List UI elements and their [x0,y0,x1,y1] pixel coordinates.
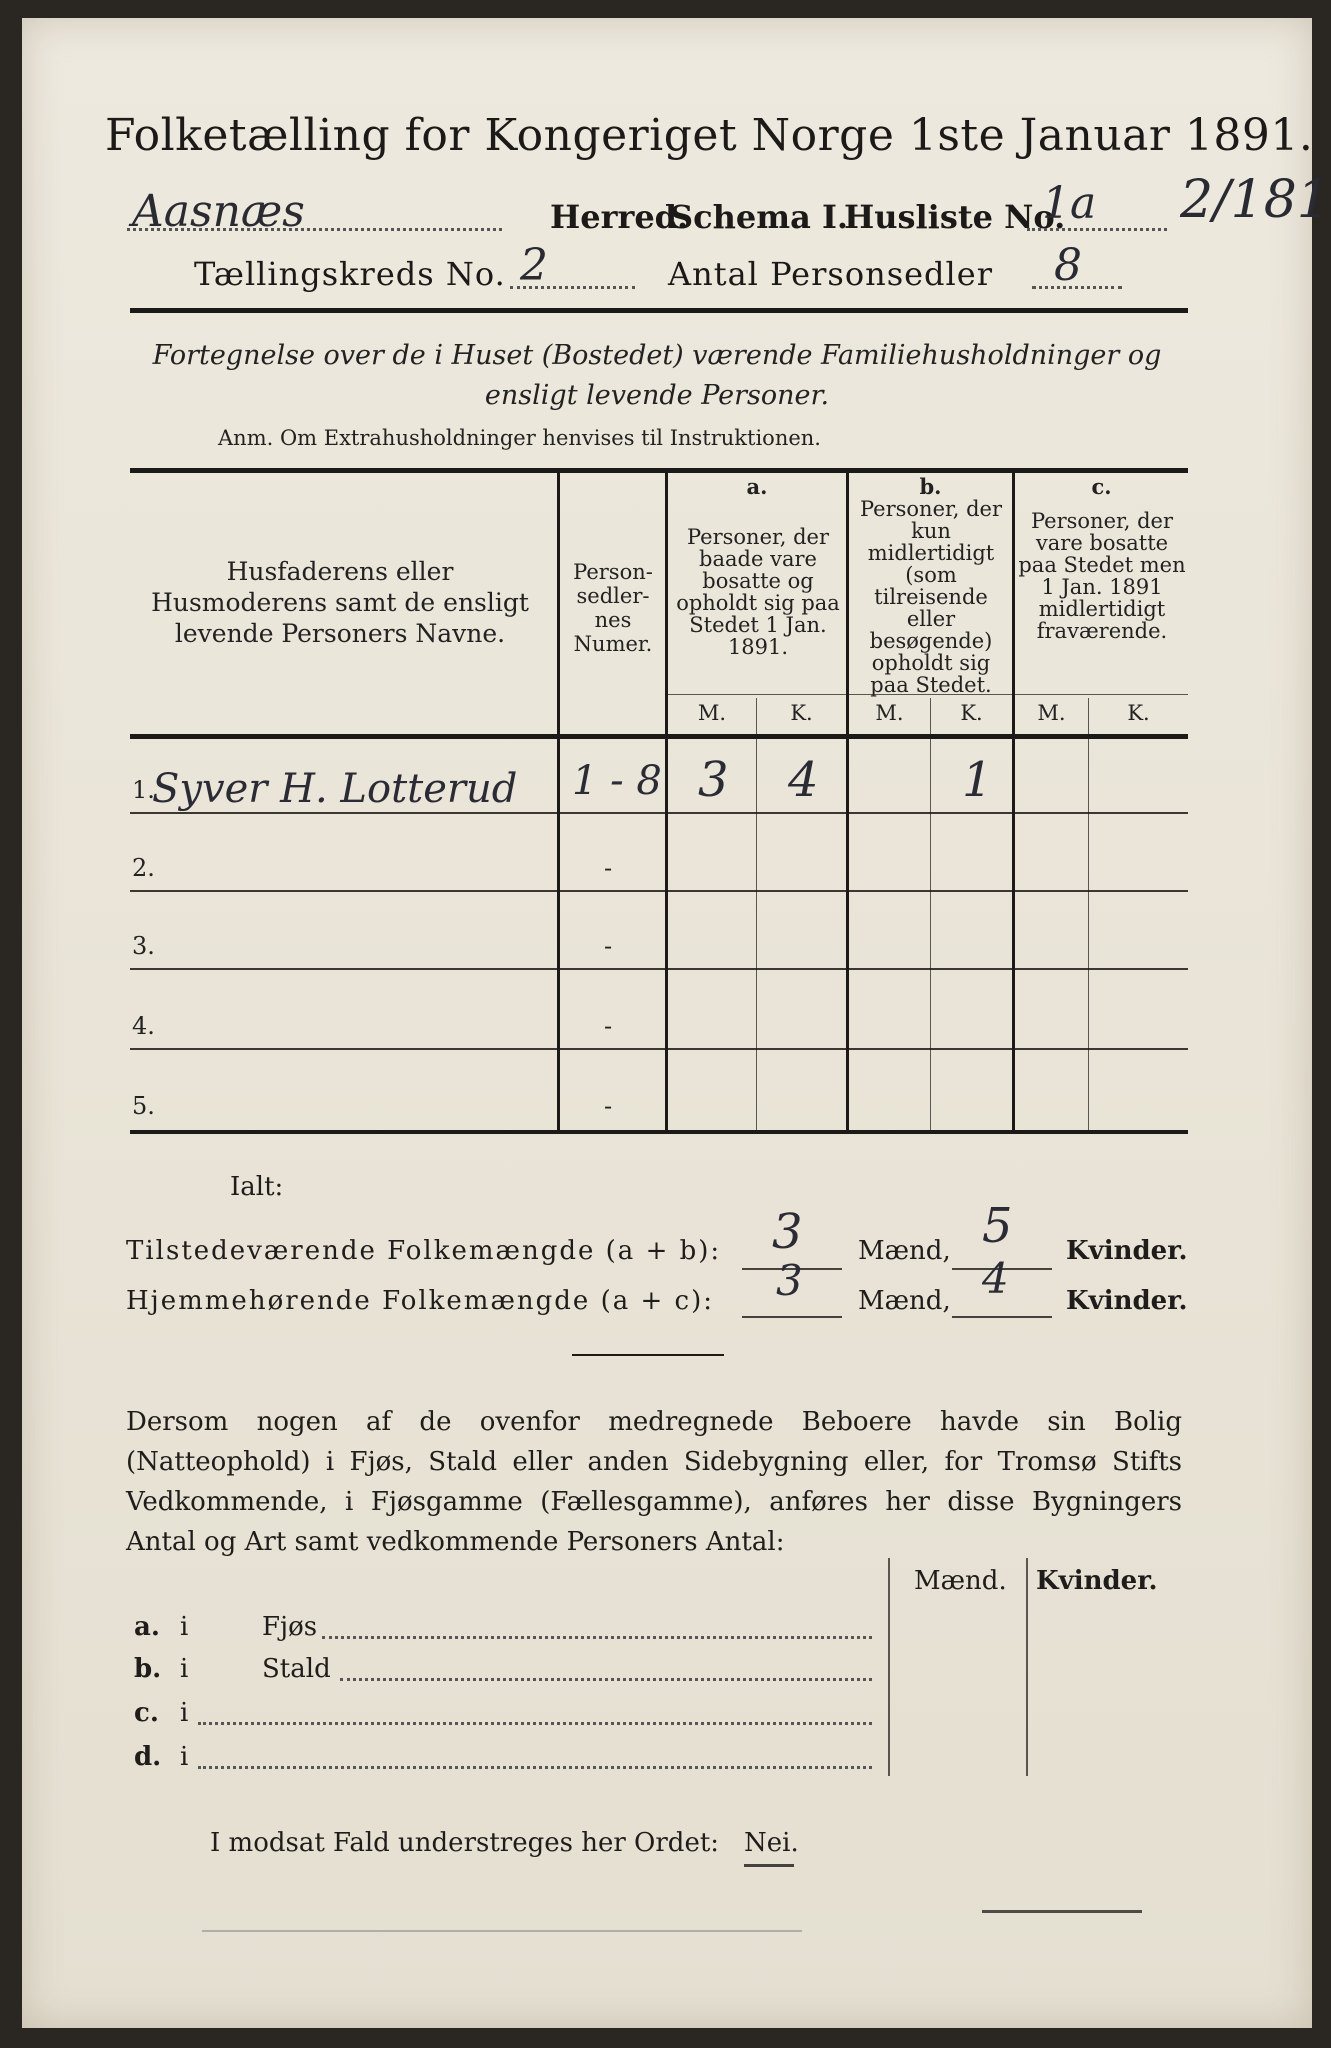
row-a-k: 4 [788,752,819,808]
building-letter: c. [134,1698,159,1728]
hjemme-label: Hjemmehørende Folkemængde (a + c): [126,1286,714,1316]
row-number: 5. [132,1092,155,1120]
hjemme-kvinder-value: 4 [982,1254,1009,1303]
hjemme-maend-label: Mænd, [858,1286,951,1316]
buildings-maend-header: Mænd. [914,1566,1007,1596]
building-letter: d. [134,1742,162,1772]
header-a: Personer, der baade vare bosatte og opholdt sig paa Stedet 1 Jan. 1891. [676,525,840,659]
tilstede-maend-label: Mænd, [858,1236,951,1266]
header-a-m: M. [697,701,727,725]
building-label: Fjøs [262,1612,318,1642]
row-sedler-number: - [604,1092,613,1120]
row-sedler-number: - [604,1012,613,1040]
tilstede-kvinder-label: Kvinder. [1066,1236,1188,1266]
header-c-letter: c. [1091,474,1112,499]
building-i: i [180,1698,189,1728]
tilstede-label: Tilstedeværende Folkemængde (a + b): [126,1236,722,1266]
tilstede-maend-value: 3 [772,1204,803,1260]
building-i: i [180,1742,189,1772]
margin-note: 2/181 [1180,170,1330,230]
kreds-label: Tællingskreds No. [194,255,506,293]
row-name: Syver H. Lotterud [152,766,518,812]
header-c: Personer, der vare bosatte paa Stedet men 1 Jan. 1891 midlertidigt fraværende. [1018,509,1186,643]
annotation-note: Anm. Om Extrahusholdninger henvises til Instruktionen. [218,426,821,450]
schema-label: Schema I. [670,198,849,236]
ialt-label: Ialt: [230,1172,284,1202]
header-b: Personer, der kun midlertidigt (som tilreisende eller besøgende) opholdt sig paa Stedet. [859,497,1003,697]
row-number: 1. [132,776,155,804]
building-letter: b. [134,1654,162,1684]
building-letter: a. [134,1612,160,1642]
kreds-value: 2 [520,240,548,291]
tilstede-kvinder-value: 5 [982,1198,1013,1254]
footer-word: Nei. [744,1828,799,1858]
row-sedler-number: 1 - 8 [572,758,662,804]
header-b-letter: b. [919,474,942,499]
herred-value: Aasnæs [132,186,305,237]
hjemme-maend-value: 3 [776,1256,803,1305]
building-i: i [180,1654,189,1684]
husliste-value: 1a [1042,178,1097,229]
header-names: Husfaderens eller Husmoderens samt de ensligt levende Personers Navne. [151,557,529,648]
buildings-kvinder-header: Kvinder. [1036,1566,1158,1596]
row-number: 2. [132,854,155,882]
header-b-m: M. [875,701,904,725]
census-form-page [22,18,1330,2028]
row-number: 3. [132,932,155,960]
row-sedler-number: - [604,854,613,882]
antal-label: Antal Personsedler [668,255,993,293]
form-subtitle: Fortegnelse over de i Huset (Bostedet) værende Familiehusholdninger og ensligt levende Personer. [152,340,1162,411]
building-paragraph: Dersom nogen af de ovenfor medregnede Beboere havde sin Bolig (Natteophold) i Fjøs, Stald eller anden Sidebygning eller, for Tromsø Stifts Vedkommende, i Fjøsgamme (Fællesgamme), anføres her disse Bygningers Antal og Art samt vedkommende Personers Antal: [126,1407,1182,1557]
row-sedler-number: - [604,932,613,960]
antal-value: 8 [1054,240,1082,291]
header-c-m: M. [1037,701,1066,725]
building-i: i [180,1612,189,1642]
herred-label: Herred. [550,198,689,236]
header-number: Person-sedler-nes Numer. [573,560,653,656]
hjemme-kvinder-label: Kvinder. [1066,1286,1188,1316]
header-c-k: K. [1127,701,1150,725]
husliste-label: Husliste No. [844,198,1066,236]
building-label: Stald [262,1654,331,1684]
header-a-letter: a. [746,474,768,499]
header-b-k: K. [960,701,983,725]
form-title: Folketælling for Kongeriget Norge 1ste Januar 1891. [105,110,1314,161]
row-a-m: 3 [698,752,729,808]
header-a-k: K. [790,701,813,725]
row-number: 4. [132,1012,155,1040]
row-b-k: 1 [962,752,993,808]
footer-text: I modsat Fald understreges her Ordet: [210,1828,720,1858]
